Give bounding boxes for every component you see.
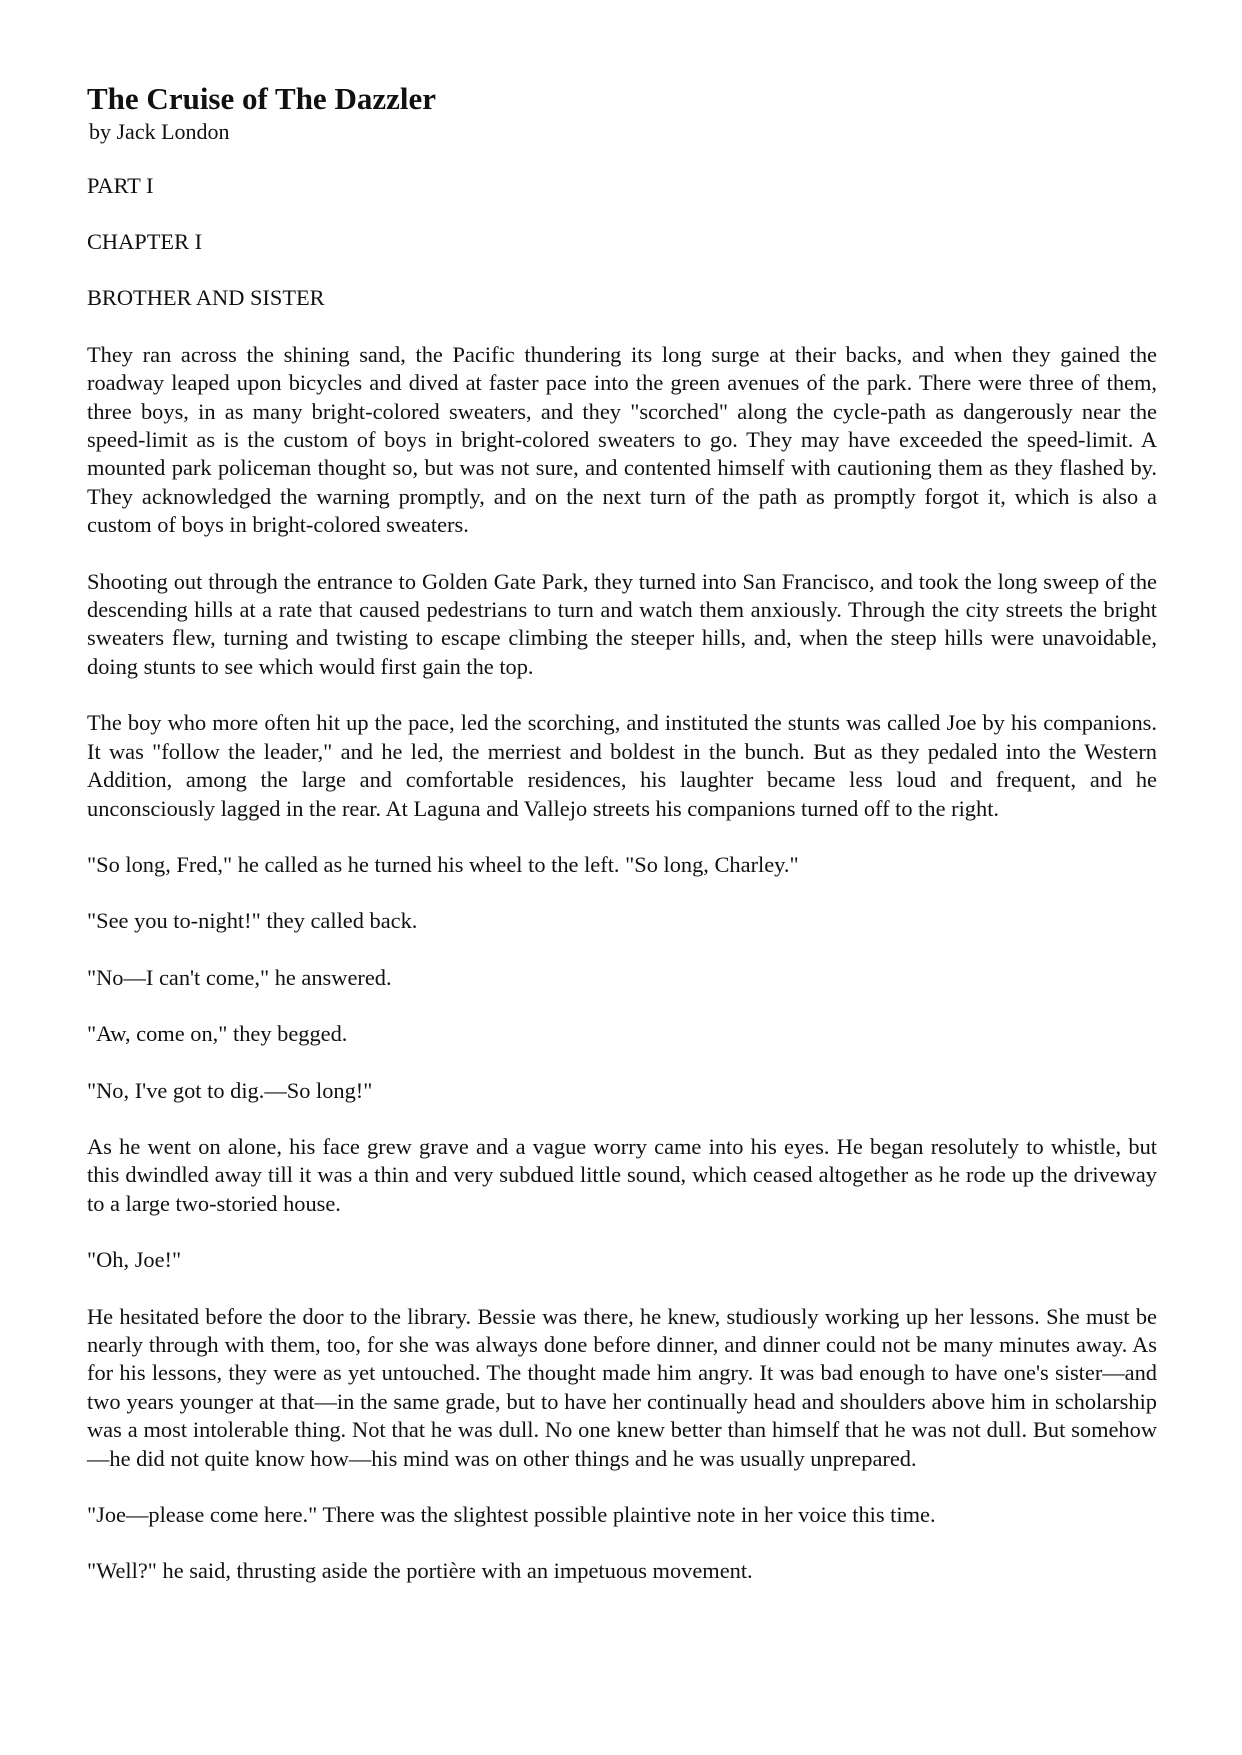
paragraph: "Joe—please come here." There was the slightest possible plaintive note in her voice this time. [87, 1502, 936, 1527]
paragraph: "No, I've got to dig.—So long!" [87, 1077, 373, 1103]
paragraph: "Oh, Joe!" [87, 1247, 182, 1273]
paragraph: "No—I can't come," he answered. [87, 964, 392, 990]
paragraph: "So long, Fred," he called as he turned his wheel to the left. "So long, Charley." [87, 851, 799, 877]
book-title: The Cruise of The Dazzler [87, 81, 436, 116]
paragraph: He hesitated before the door to the library. Bessie was there, he knew, studiously working up her lessons. She must be nearly through with them, too, for she was always done before dinner, and dinner could not be many minutes away. As for his lessons, they were as yet untouched. The thought made him angry. It was bad enough to have one's sister—and two years younger at that—in the same grade, but to have her continually head and shoulders above him in scholarship was a most intolerable thing. Not that he was dull. No one knew better than himself that he was not dull. But somehow—he did not quite know how—his mind was on other things and he was usually unprepared. [87, 1303, 1157, 1471]
paragraph: As he went on alone, his face grew grave and a vague worry came into his eyes. He began resolutely to whistle, but this dwindled away till it was a thin and very subdued little sound, which ceased altogether as he rode up the driveway to a large two-storied house. [87, 1133, 1157, 1216]
paragraph: The boy who more often hit up the pace, led the scorching, and instituted the stunts was called Joe by his companions. It was "follow the leader," and he led, the merriest and boldest in the bunch. But as they pedaled into the Western Addition, among the large and comfortable residences, his laughter became less loud and frequent, and he unconsciously lagged in the rear. At Laguna and Vallejo streets his companions turned off to the right. [87, 710, 1157, 821]
document-page [87, 82, 1157, 1614]
chapter-heading: CHAPTER I [87, 229, 203, 254]
paragraph: "See you to-night!" they called back. [87, 908, 418, 934]
paragraph: They ran across the shining sand, the Pacific thundering its long surge at their backs, and when they gained the roadway leaped upon bicycles and dived at faster pace into the green avenues of the park. There were three of them, three boys, in as many bright-colored sweaters, and they "scorched" along the cycle-path as dangerously near the speed-limit as is the custom of boys in bright-colored sweaters to go. They may have exceeded the speed-limit. A mounted park policeman thought so, but was not sure, and contented himself with cautioning them as they flashed by. They acknowledged the warning promptly, and on the next turn of the path as promptly forgot it, which is also a custom of boys in bright-colored sweaters. [87, 341, 1157, 538]
paragraph: "Well?" he said, thrusting aside the portière with an impetuous movement. [87, 1558, 753, 1584]
chapter-title: BROTHER AND SISTER [87, 285, 325, 311]
part-heading: PART I [87, 172, 154, 198]
book-author: by Jack London [89, 119, 230, 145]
paragraph: "Aw, come on," they begged. [87, 1021, 348, 1047]
paragraph: Shooting out through the entrance to Golden Gate Park, they turned into San Francisco, and took the long sweep of the descending hills at a rate that caused pedestrians to turn and watch them anxiously. Through the city streets the bright sweaters flew, turning and twisting to escape climbing the steeper hills, and, when the steep hills were unavoidable, doing stunts to see which would first gain the top. [87, 568, 1157, 679]
